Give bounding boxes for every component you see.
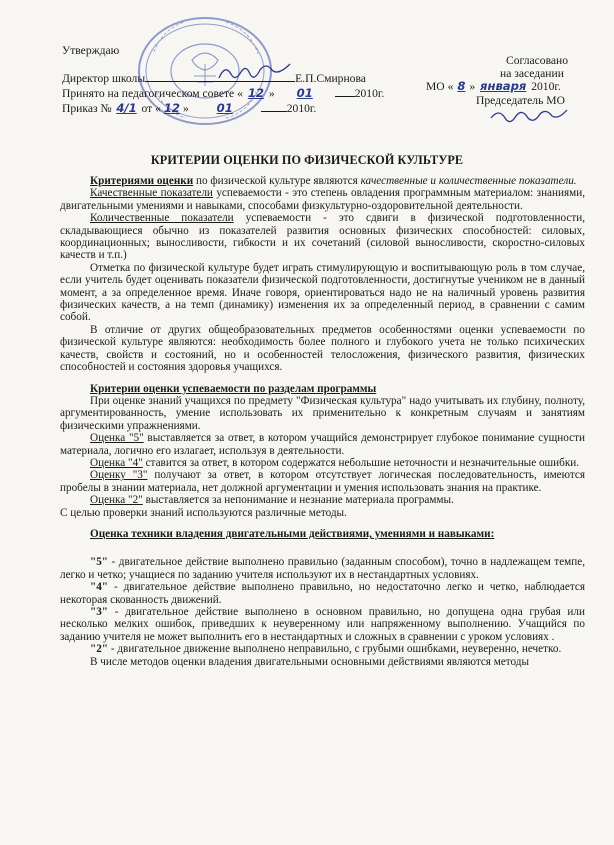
section2-grade-2: "2" - двигательное движение выполнено неправильно, с грубыми ошибками, неуверенно, нечетко. — [90, 643, 562, 656]
section2-grade-5: "5" - двигательное действие выполнено правильно (заданным способом), точно в надлежащем темпе, легко и четко; учащиеся по заданию учителя используют их в нестандартных условиях. — [60, 556, 585, 581]
section1-grade-4: Оценка "4" ставится за ответ, в котором содержатся небольшие неточности и незначительные ошибки. — [90, 456, 580, 469]
mo-day: 8 — [457, 79, 466, 93]
intro-paragraph-3: Количественные показатели успеваемости - это сдвиги в физической подготовленности, складывающиеся обычно из показателей развития основных физических способностей: силовых, координационных; выносливости, гибкости и их сочетаний (силовой выносливости, скоростно-силовых качеств и т.п.) — [60, 212, 586, 262]
section1-grade-3: Оценку "3" получают за ответ, в котором отсутствует логическая последовательность, имеются пробелы в знании материала, нет должной аргументации и умения использовать знания на практике. — [60, 469, 585, 494]
order-number: 4/1 — [116, 101, 137, 115]
section2-grade-4: "4" - двигательное действие выполнено правильно, но недостаточно легко и четко, наблюдается некоторая скованность движений. — [60, 581, 585, 606]
director-title: Директор школы — [62, 72, 146, 85]
section1-paragraph: При оценке знаний учащихся по предмету "Физическая культура" надо учитывать их глубину, полноту, аргументированность, умение использовать их применительно к конкретным случаям и занятиям физическими упражнениями. — [60, 394, 585, 432]
section1-closing: С целью проверки знаний используются различные методы. — [60, 506, 347, 519]
agreed-label: Согласовано — [506, 54, 569, 67]
order-day: 12 — [163, 101, 180, 115]
document-body — [60, 175, 585, 668]
order-line: Приказ № 4/1 от « 12 » 01 2010г. — [62, 101, 317, 115]
intro-paragraph-4: Отметка по физической культуре будет играть стимулирующую и воспитывающую роль в том случае, если учитель будет оценивать показатели физической подготовленности, достигнутые учеником не в данный момент, а за определенное время. Иначе говоря, ориентироваться надо не на наличный уровень развития физических качеств, а на темп (динамику) изменения их за определенный период, в сравнении с самим собой. — [60, 261, 585, 324]
ped-council-line: Принято на педагогическом совете « 12 » 01 2010г. — [62, 86, 385, 100]
order-month: 01 — [216, 101, 233, 115]
intro-paragraph-1: Критериями оценки по физической культуре являются качественные и количественные показатели. — [90, 175, 577, 187]
section1-heading: Критерии оценки успеваемости по разделам программы — [90, 382, 377, 395]
director-name: Е.П.Смирнова — [295, 72, 366, 85]
intro-paragraph-5: В отличие от других общеобразовательных предметов особенностями оценки успеваемости по физической культуре являются: необходимость более полного и глубокого учета не только психических качеств, свойств и состояний, но и особенностей телосложения, физического развития, физических способностей и состояния здоровья учащихся. — [60, 323, 585, 374]
mo-line: МО « 8 » января 2010г. — [426, 79, 561, 93]
intro-paragraph-2: Качественные показатели успеваемости - это степень овладения программным материалом: знаниями, двигательными умениями и навыками, способами физкультурно-оздоровительной деятельности. — [60, 187, 586, 212]
mo-chair-label: Председатель МО — [476, 94, 565, 107]
ped-council-day: 12 — [247, 86, 264, 100]
section1-grade-5: Оценка "5" выставляется за ответ, в котором учащийся демонстрирует глубокое понимание сущности материала, логично его излагает, используя в деятельности. — [60, 432, 585, 457]
mo-chair-signature-icon — [488, 106, 570, 128]
section2-closing: В числе методов оценки владения двигательными основными действиями являются методы — [90, 655, 530, 668]
section2-heading: Оценка техники владения двигательными действиями, умениями и навыками: — [90, 527, 495, 540]
ped-council-month: 01 — [296, 86, 313, 100]
at-meeting-label: на заседании — [500, 67, 564, 80]
section2-grade-3: "3" - двигательное действие выполнено в основном правильно, но допущена одна грубая или несколько мелких ошибок, приведших к неуверенному или напряженному выполнению. Учащийся по заданию учителя не может выполнить его в нестандартных и сложных в сравнении с уроком условиях . — [60, 606, 585, 643]
mo-month: января — [480, 79, 527, 93]
page-title: КРИТЕРИИ ОЦЕНКИ ПО ФИЗИЧЕСКОЙ КУЛЬТУРЕ — [150, 153, 464, 167]
approve-label: Утверждаю — [62, 44, 120, 57]
director-line — [62, 72, 366, 85]
section1-grade-2: Оценка "2" выставляется за непонимание и незнание материала программы. — [90, 494, 454, 507]
